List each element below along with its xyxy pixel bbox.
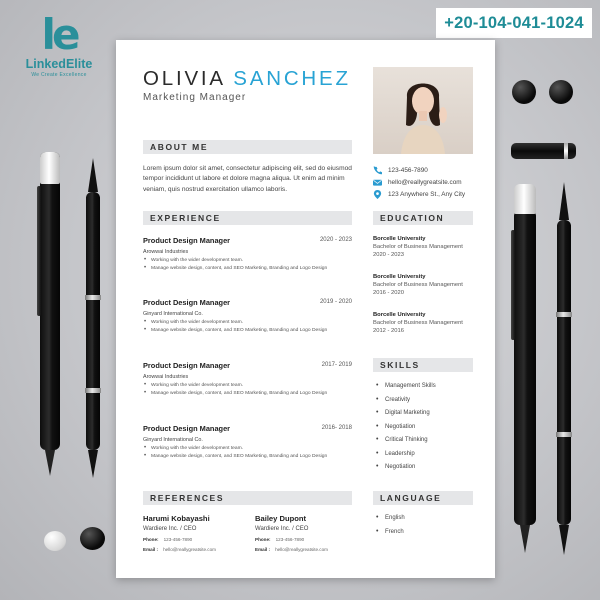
pencil-tip-bottom [559,525,569,555]
skills-heading: SKILLS [373,358,473,372]
experience-years: 2016- 2018 [321,425,352,431]
black-pencil-right [557,220,571,525]
logo-mark: le [41,10,77,59]
contact-email-text: hello@reallygreatsite.com [388,179,462,186]
experience-bullet: • Working with the wider development team. [143,319,352,327]
experience-title: Product Design Manager [143,424,231,433]
phone-icon [373,166,382,175]
skill-item: • Management Skills [376,383,436,389]
experience-item [143,236,352,273]
language-item: • French [376,529,404,535]
experience-bullet: • Manage website design, content, and SEO Marketing, Branding and Logo Design [143,265,352,273]
contact-email [373,178,462,187]
reference-name: Bailey Dupont [255,514,307,523]
pencil-tip-top [88,158,98,192]
experience-bullets [143,445,352,461]
pencil-tip-bottom [88,450,98,478]
reference-phone-value: 123-456-7890 [275,537,305,542]
education-years: 2012 - 2016 [373,328,404,334]
logo-name: LinkedElite [25,57,93,71]
phone-badge: +20-104-041-1024 [436,8,592,38]
about-text: Lorem ipsum dolor sit amet, consectetur adipiscing elit, sed do eiusmod tempor incididunt ut labore et dolore magna aliqua. Ut enim ad minim veniam, quis nostrud exercitation ullamco laboris. [143,165,352,193]
experience-company: Ginyard International Co. [143,437,203,443]
skill-item: • Critical Thinking [376,437,428,443]
experience-bullets [143,382,352,398]
contact-phone-text: 123-456-7890 [388,167,428,174]
job-title: Marketing Manager [143,92,247,103]
black-cap-2 [549,80,573,104]
location-pin-icon [373,190,382,199]
linkedelite-logo [18,10,100,78]
experience-bullet: • Manage website design, content, and SEO Marketing, Branding and Logo Design [143,453,352,461]
reference-phone [143,537,253,542]
contact-address-text: 123 Anywhere St., Any City [388,191,466,198]
experience-heading: EXPERIENCE [143,211,352,225]
experience-bullet: • Manage website design, content, and SEO Marketing, Branding and Logo Design [143,327,352,335]
experience-company: Arowwai Industries [143,249,189,255]
reference-email [143,547,253,552]
contact-phone [373,166,428,175]
reference-phone [255,537,365,542]
black-pen-clicker [80,527,105,550]
experience-bullets [143,319,352,335]
education-degree: Bachelor of Business Management [373,244,463,250]
experience-years: 2019 - 2020 [319,299,352,305]
education-years: 2020 - 2023 [373,252,404,258]
reference-email-label: Email : [255,547,271,552]
references-heading: REFERENCES [143,491,352,505]
experience-company: Arowwai Industries [143,374,189,380]
resume-name [143,67,351,91]
education-item [373,236,473,258]
reference-email [255,547,365,552]
pen-tip [520,525,530,553]
last-name: SANCHEZ [233,67,351,90]
experience-title: Product Design Manager [143,236,231,245]
experience-bullets [143,257,352,273]
profile-photo [373,67,473,154]
education-item [373,274,473,296]
pen-tip [45,450,55,476]
education-degree: Bachelor of Business Management [373,282,463,288]
experience-years: 2020 - 2023 [319,237,352,243]
about-heading: ABOUT ME [143,140,352,154]
reference-phone-label: Phone: [143,537,159,542]
email-icon [373,178,382,187]
black-pencil-left [86,192,100,450]
education-school: Borcelle University [373,274,426,280]
experience-item [143,298,352,335]
education-school: Borcelle University [373,312,426,318]
experience-title: Product Design Manager [143,298,231,307]
black-pen-left [40,152,60,450]
education-heading: EDUCATION [373,211,473,225]
first-name: OLIVIA [143,67,225,90]
experience-company: Ginyard International Co. [143,311,203,317]
experience-bullet: • Working with the wider development team. [143,382,352,390]
reference-item [255,514,365,552]
reference-position: Wardiere Inc. / CEO [143,526,197,532]
reference-email-value: hello@reallygreatsite.com [163,547,216,552]
experience-item [143,424,352,461]
language-heading: LANGUAGE [373,491,473,505]
resume-sheet [116,40,495,578]
experience-bullet: • Working with the wider development team. [143,257,352,265]
skill-item: • Leadership [376,451,415,457]
reference-name: Harumi Kobayashi [143,514,210,523]
education-degree: Bachelor of Business Management [373,320,463,326]
education-school: Borcelle University [373,236,426,242]
education-years: 2016 - 2020 [373,290,404,296]
contact-address [373,190,465,199]
white-pen-clicker [44,531,66,551]
experience-item [143,361,352,398]
logo-tagline: We Create Excellence [31,72,87,78]
experience-years: 2017- 2019 [321,362,352,368]
skill-item: • Negotiation [376,424,415,430]
education-item [373,312,473,334]
reference-phone-value: 123-456-7890 [163,537,193,542]
skill-item: • Creativity [376,397,410,403]
reference-email-value: hello@reallygreatsite.com [275,547,328,552]
reference-phone-label: Phone: [255,537,271,542]
experience-title: Product Design Manager [143,361,231,370]
reference-position: Wardiere Inc. / CEO [255,526,309,532]
skill-item: • Digital Marketing [376,410,430,416]
black-cap-1 [512,80,536,104]
language-item: • English [376,515,405,521]
experience-bullet: • Working with the wider development team. [143,445,352,453]
black-pen-cap-tube [511,143,576,159]
reference-email-label: Email : [143,547,159,552]
skill-item: • Negotiation [376,464,415,470]
reference-item [143,514,253,552]
pencil-tip-top [559,182,569,220]
black-pen-right [514,210,536,525]
experience-bullet: • Manage website design, content, and SEO Marketing, Branding and Logo Design [143,390,352,398]
